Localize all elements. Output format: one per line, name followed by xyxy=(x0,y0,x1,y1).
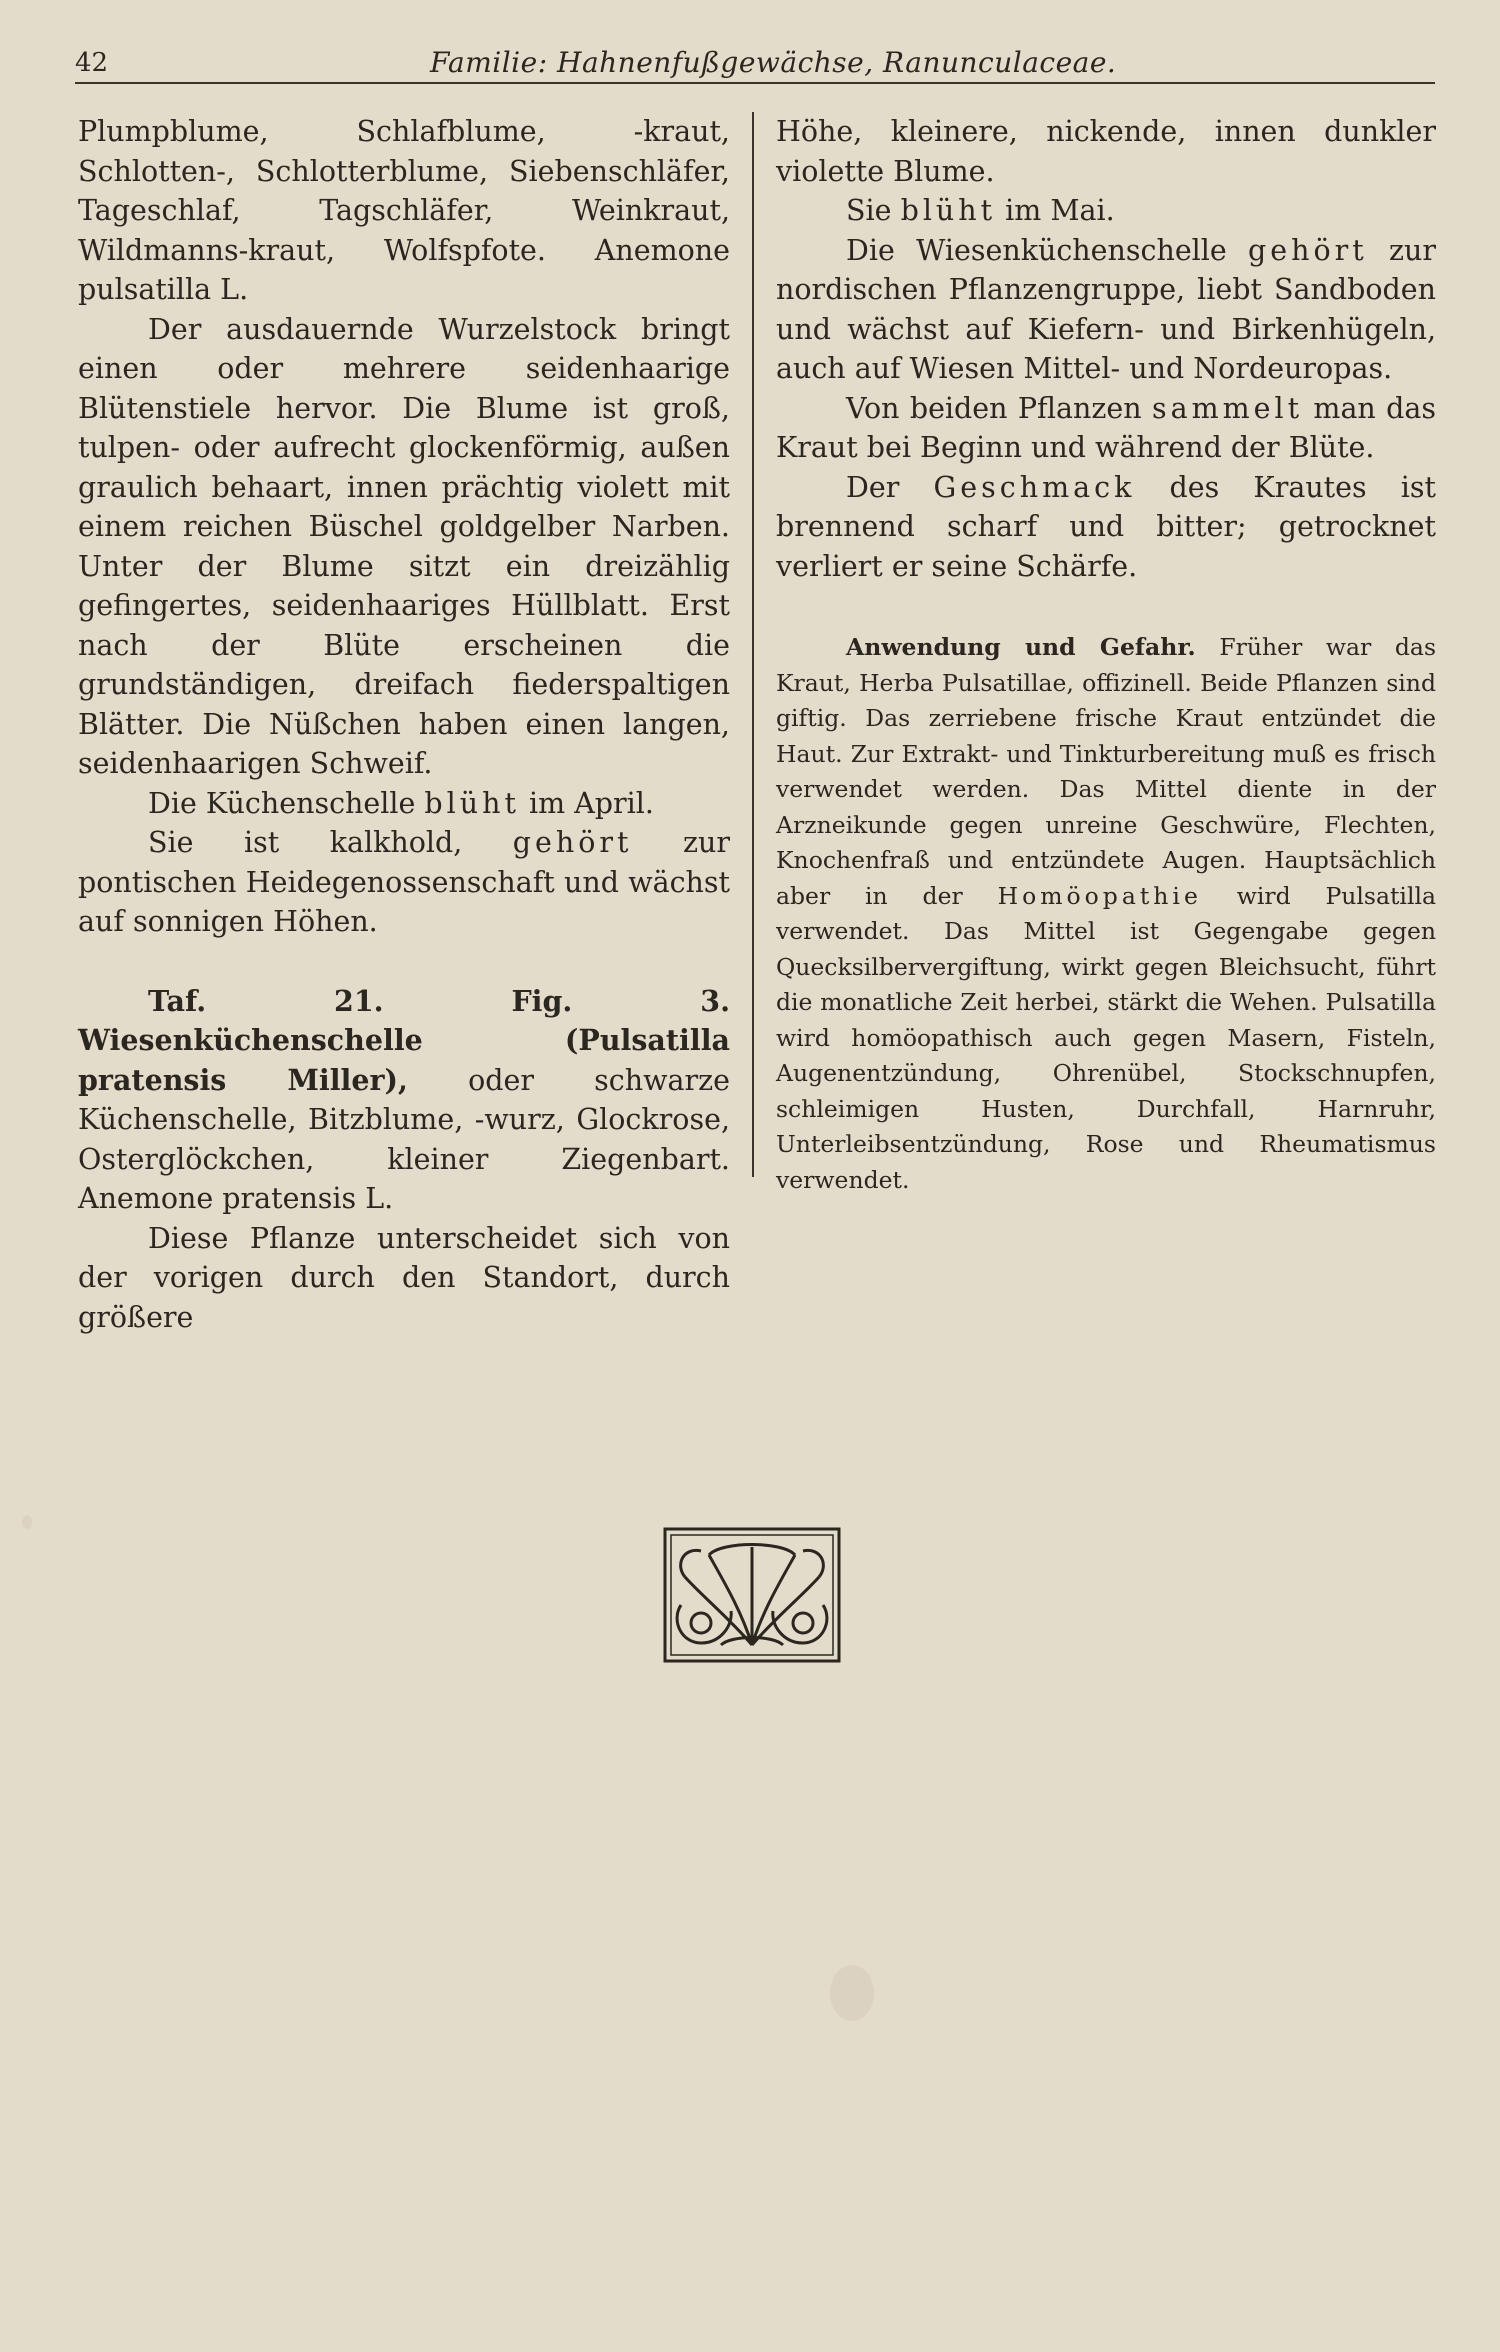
spaced-word: Homöopathie xyxy=(997,881,1202,910)
collection-paragraph: Von beiden Pflanzen sammelt man das Kraut bei Beginn und während der Blüte. xyxy=(776,391,1436,464)
page-number: 42 xyxy=(75,48,109,78)
flowering-paragraph: Sie blüht im Mai. xyxy=(846,194,1115,227)
left-column xyxy=(78,112,730,1337)
description-paragraph: Der ausdauernde Wurzelstock bringt einen oder mehrere seidenhaarige Blütenstiele hervor. Die Blume ist groß, tulpen- oder aufrecht glockenförmig, außen graulich behaart, innen prächtig violett mit einem reichen Büschel goldgelber Narben. Unter der Blume sitzt ein dreizählig gefingertes, seidenhaariges Hüllblatt. Erst nach der Blüte erscheinen die grundständigen, dreifach fiederspaltigen Blätter. Die Nüßchen haben einen langen, seidenhaarigen Schweif. xyxy=(78,312,730,780)
usage-paragraph: Anwendung und Gefahr. Früher war das Kraut, Herba Pulsatillae, offizinell. Beide Pflanzen sind giftig. Das zerriebene frische Kraut entzündet die Haut. Zur Extrakt- und Tinkturbereitung muß es frisch verwendet werden. Das Mittel diente in der Arzneikunde gegen unreine Geschwüre, Flechten, Knochenfraß und entzündete Augen. Hauptsächlich aber in der Homöopathie wird Pulsatilla verwendet. Das Mittel ist Gegengabe gegen Quecksilbervergiftung, wirkt gegen Bleichsucht, führt die monatliche Zeit herbei, stärkt die Wehen. Pulsatilla wird homöopathisch auch gegen Masern, Fisteln, Augenentzündung, Ohrenübel, Stockschnupfen, schleimigen Husten, Durchfall, Harnruhr, Unterleibsentzündung, Rose und Rheumatismus verwendet. xyxy=(776,633,1436,1194)
flowering-paragraph: Die Küchenschelle blüht im April. xyxy=(148,786,654,820)
paper-stain xyxy=(830,1965,874,2021)
habitat-paragraph: Die Wiesenküchenschelle gehört zur nordischen Pflanzengruppe, liebt Sandboden und wächst auf Kiefern- und Birkenhügeln, auch auf Wiesen Mittel- und Nordeuropas. xyxy=(776,233,1437,385)
usage-heading: Anwendung und Gefahr. xyxy=(846,633,1196,661)
spaced-word: gehört xyxy=(512,826,633,859)
right-column xyxy=(776,112,1436,1198)
species-heading: Taf. 21. Fig. 3. Wiesenküchenschelle (Pulsatilla pratensis Miller), xyxy=(78,983,730,1097)
page-header xyxy=(75,42,1435,84)
comparison-paragraph: Diese Pflanze unterscheidet sich von der vorigen durch den Standort, durch größere xyxy=(78,1221,730,1334)
species-entry: Taf. 21. Fig. 3. Wiesenküchenschelle (Pulsatilla pratensis Miller), oder schwarze Küchenschelle, Bitzblume, -wurz, Glockrose, Osterglöckchen, kleiner Ziegenbart. Anemone pratensis L. xyxy=(78,983,730,1215)
habitat-paragraph: Sie ist kalkhold, gehört zur pontischen Heidegenossenschaft und wächst auf sonnigen Höhen. xyxy=(78,826,730,938)
spaced-word: blüht xyxy=(900,194,997,227)
spaced-word: gehört xyxy=(1248,233,1368,267)
synonyms-paragraph: Plumpblume, Schlafblume, -kraut, Schlotten-, Schlotterblume, Siebenschläfer, Tageschlaf, Tagschläfer, Weinkraut, Wildmanns-kraut, Wolfspfote. Anemone pulsatilla L. xyxy=(78,115,730,306)
spaced-word: Geschmack xyxy=(933,470,1136,504)
column-divider xyxy=(752,112,754,1177)
taste-paragraph: Der Geschmack des Krautes ist brennend scharf und bitter; getrocknet verliert er seine Schärfe. xyxy=(776,470,1436,583)
decorative-ornament-icon xyxy=(661,1525,843,1665)
running-head: Familie: Hahnenfußgewächse, Ranunculaceae. xyxy=(430,46,1117,79)
spaced-word: sammelt xyxy=(1151,391,1304,425)
spaced-word: blüht xyxy=(424,786,520,820)
continuation-paragraph: Höhe, kleinere, nickende, innen dunkler violette Blume. xyxy=(776,115,1436,188)
paper-stain xyxy=(22,1515,32,1529)
